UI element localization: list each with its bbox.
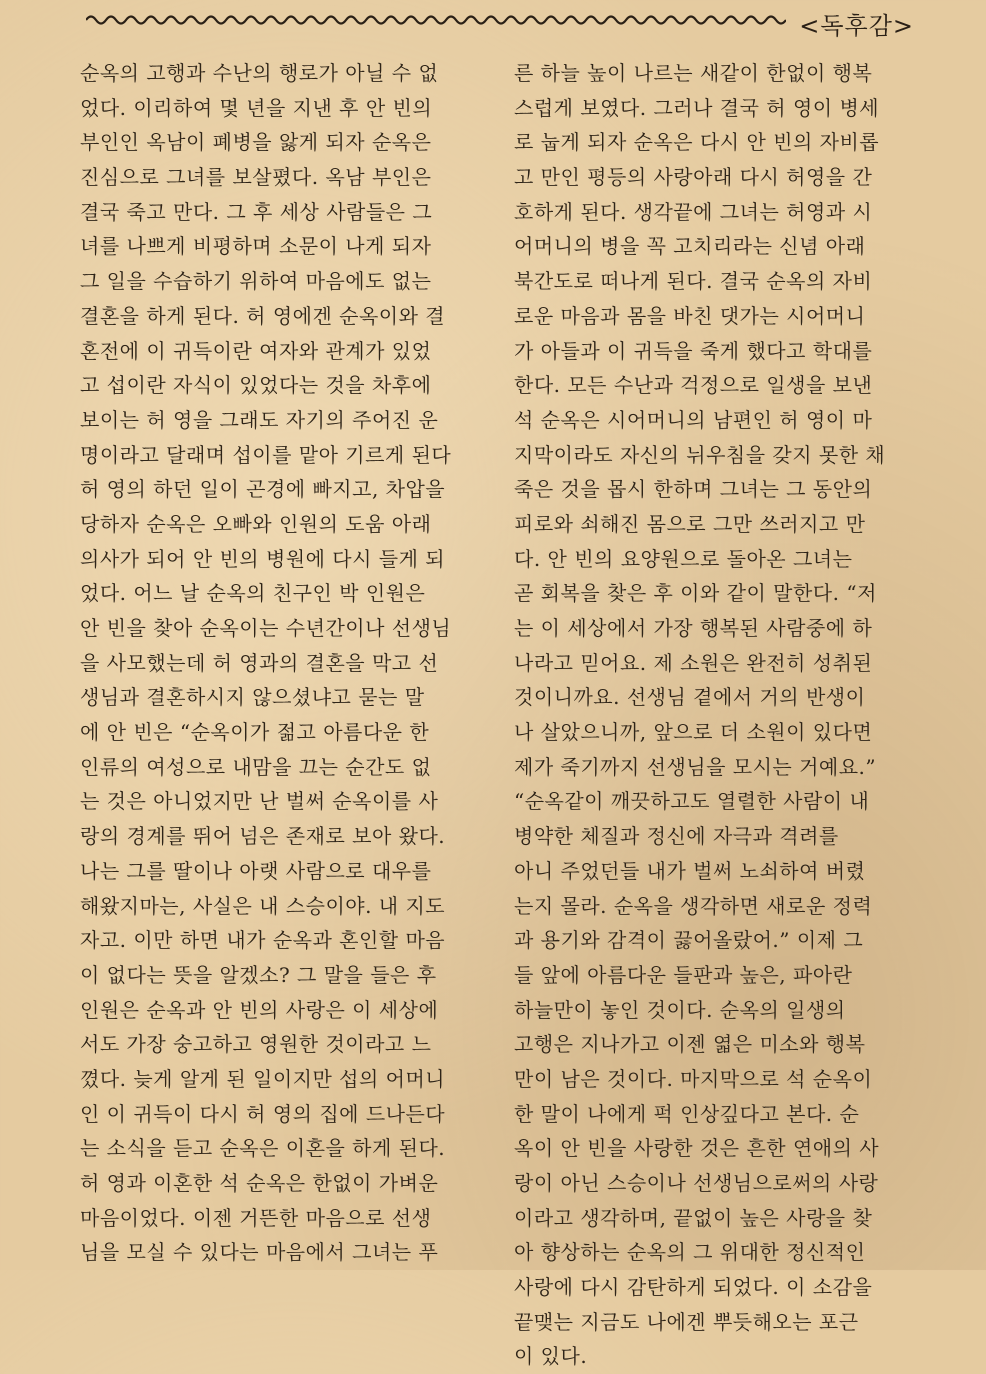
left-text-column — [80, 56, 480, 1270]
text-line: 아니 주었던들 내가 벌써 노쇠하여 버렸 — [514, 858, 866, 883]
text-line: 랑의 경계를 뛰어 넘은 존재로 보아 왔다. — [80, 824, 446, 849]
text-line: 곧 회복을 찾은 후 이와 같이 말한다. “저 — [514, 581, 877, 606]
text-line: 가 아들과 이 귀득을 죽게 했다고 학대를 — [514, 338, 873, 363]
text-line: 었다. 어느 날 순옥의 친구인 박 인원은 — [80, 581, 426, 606]
text-line: 제가 죽기까지 선생님을 모시는 거예요.” — [514, 754, 877, 779]
text-line: 인원은 순옥과 안 빈의 사랑은 이 세상에 — [80, 997, 439, 1022]
text-line: 이 없다는 뜻을 알겠소? 그 말을 들은 후 — [80, 962, 437, 987]
text-line: 는 것은 아니었지만 난 벌써 순옥이를 사 — [80, 789, 439, 814]
text-line: 른 하늘 높이 나르는 새같이 한없이 행복 — [514, 61, 873, 85]
text-line: 이라고 생각하며, 끝없이 높은 사랑을 찾 — [514, 1205, 873, 1230]
text-line: 다. 안 빈의 요양원으로 돌아온 그녀는 — [514, 546, 853, 571]
text-line: 한 말이 나에게 퍽 인상깊다고 본다. 순 — [514, 1101, 860, 1126]
text-line: 인류의 여성으로 내맘을 끄는 순간도 없 — [80, 754, 432, 779]
text-line: 결혼을 하게 된다. 허 영에겐 순옥이와 결 — [80, 303, 446, 328]
text-line: 녀를 나쁘게 비평하며 소문이 나게 되자 — [80, 234, 432, 259]
text-line: 과 용기와 감격이 끓어올랐어.” 이제 그 — [514, 928, 864, 953]
text-line: 만이 남은 것이다. 마지막으로 석 순옥이 — [514, 1066, 873, 1091]
text-line: 끝맺는 지금도 나에겐 뿌듯해오는 포근 — [514, 1309, 859, 1334]
text-line: 한다. 모든 수난과 걱정으로 일생을 보낸 — [514, 373, 873, 398]
text-line: 명이라고 달래며 섭이를 맡아 기르게 된다 — [80, 442, 452, 467]
text-line: 는지 몰라. 순옥을 생각하면 새로운 정력 — [514, 893, 873, 918]
text-line: 혼전에 이 귀득이란 여자와 관계가 있었 — [80, 338, 432, 363]
text-line: 하늘만이 놓인 것이다. 순옥의 일생의 — [514, 997, 846, 1022]
text-line: 어머니의 병을 꼭 고치리라는 신념 아래 — [514, 234, 866, 259]
text-line: 마음이었다. 이젠 거뜬한 마음으로 선생 — [80, 1205, 432, 1230]
text-line: 의사가 되어 안 빈의 병원에 다시 들게 되 — [80, 546, 446, 571]
text-line: 서도 가장 숭고하고 영원한 것이라고 느 — [80, 1032, 432, 1057]
text-line: 허 영과 이혼한 석 순옥은 한없이 가벼운 — [80, 1171, 439, 1195]
text-line: 당하자 순옥은 오빠와 인원의 도움 아래 — [80, 511, 432, 536]
text-line: 을 사모했는데 허 영과의 결혼을 막고 선 — [80, 650, 439, 675]
text-line: 피로와 쇠해진 몸으로 그만 쓰러지고 만 — [514, 511, 866, 536]
page-header — [0, 0, 986, 44]
text-line: 님을 모실 수 있다는 마음에서 그녀는 푸 — [80, 1240, 439, 1265]
text-line: 자고. 이만 하면 내가 순옥과 혼인할 마음 — [80, 928, 446, 953]
text-line: 나 살았으니까, 앞으로 더 소원이 있다면 — [514, 720, 873, 745]
right-text-column — [514, 56, 914, 1374]
text-line: 사랑에 다시 감탄하게 되었다. 이 소감을 — [514, 1275, 873, 1300]
text-line: 생님과 결혼하시지 않으셨냐고 묻는 말 — [80, 685, 425, 710]
text-line: 지막이라도 자신의 뉘우침을 갖지 못한 채 — [514, 442, 886, 467]
text-line: 옥이 안 빈을 사랑한 것은 흔한 연애의 사 — [514, 1136, 880, 1161]
text-line: 석 순옥은 시어머니의 남편인 허 영이 마 — [514, 407, 873, 432]
section-title: <독후감> — [799, 12, 914, 40]
text-line: 해왔지마는, 사실은 내 스승이야. 내 지도 — [80, 893, 446, 918]
text-line: 로운 마음과 몸을 바친 댓가는 시어머니 — [514, 303, 866, 328]
text-line: 는 이 세상에서 가장 행복된 사람중에 하 — [514, 616, 873, 640]
text-line: 었다. 이리하여 몇 년을 지낸 후 안 빈의 — [80, 95, 433, 120]
text-line: 는 소식을 듣고 순옥은 이혼을 하게 된다. — [80, 1136, 446, 1161]
text-line: 순옥의 고행과 수난의 행로가 아닐 수 없 — [80, 61, 439, 85]
text-line: 안 빈을 찾아 순옥이는 수년간이나 선생님 — [80, 616, 452, 640]
text-line: 랑이 아닌 스승이나 선생님으로써의 사랑 — [514, 1171, 879, 1195]
text-line: “순옥같이 깨끗하고도 열렬한 사람이 내 — [514, 789, 870, 814]
text-line: 로 눕게 되자 순옥은 다시 안 빈의 자비롭 — [514, 130, 880, 155]
text-line: 들 앞에 아름다운 들판과 높은, 파아란 — [514, 962, 853, 987]
text-line: 고 섭이란 자식이 있었다는 것을 차후에 — [80, 373, 432, 398]
text-line: 호하게 된다. 생각끝에 그녀는 허영과 시 — [514, 199, 873, 224]
text-line: 그 일을 수습하기 위하여 마음에도 없는 — [80, 269, 432, 294]
text-line: 결국 죽고 만다. 그 후 세상 사람들은 그 — [80, 199, 433, 224]
text-line: 허 영의 하던 일이 곤경에 빠지고, 차압을 — [80, 477, 446, 502]
text-line: 고행은 지나가고 이젠 엷은 미소와 행복 — [514, 1032, 866, 1057]
text-line: 고 만인 평등의 사랑아래 다시 허영을 간 — [514, 165, 873, 190]
text-line: 아 향상하는 순옥의 그 위대한 정신적인 — [514, 1240, 866, 1265]
text-line: 북간도로 떠나게 된다. 결국 순옥의 자비 — [514, 269, 873, 294]
text-line: 나라고 믿어요. 제 소원은 완전히 성취된 — [514, 650, 873, 675]
text-line: 보이는 허 영을 그래도 자기의 주어진 운 — [80, 407, 439, 432]
text-line: 에 안 빈은 “순옥이가 젊고 아름다운 한 — [80, 720, 430, 745]
wavy-rule-decoration — [86, 10, 786, 30]
text-line: 나는 그를 딸이나 아랫 사람으로 대우를 — [80, 858, 432, 883]
text-line: 것이니까요. 선생님 곁에서 거의 반생이 — [514, 685, 866, 710]
text-line: 꼈다. 늦게 알게 된 일이지만 섭의 어머니 — [80, 1066, 446, 1091]
text-line: 스럽게 보였다. 그러나 결국 허 영이 병세 — [514, 95, 880, 120]
text-line: 병약한 체질과 정신에 자극과 격려를 — [514, 824, 839, 849]
text-line: 부인인 옥남이 폐병을 앓게 되자 순옥은 — [80, 130, 432, 155]
text-line: 이 있다. — [514, 1344, 588, 1369]
text-line: 인 이 귀득이 다시 허 영의 집에 드나든다 — [80, 1101, 446, 1126]
text-line: 진심으로 그녀를 보살폈다. 옥남 부인은 — [80, 165, 432, 190]
text-line: 죽은 것을 몹시 한하며 그녀는 그 동안의 — [514, 477, 873, 502]
